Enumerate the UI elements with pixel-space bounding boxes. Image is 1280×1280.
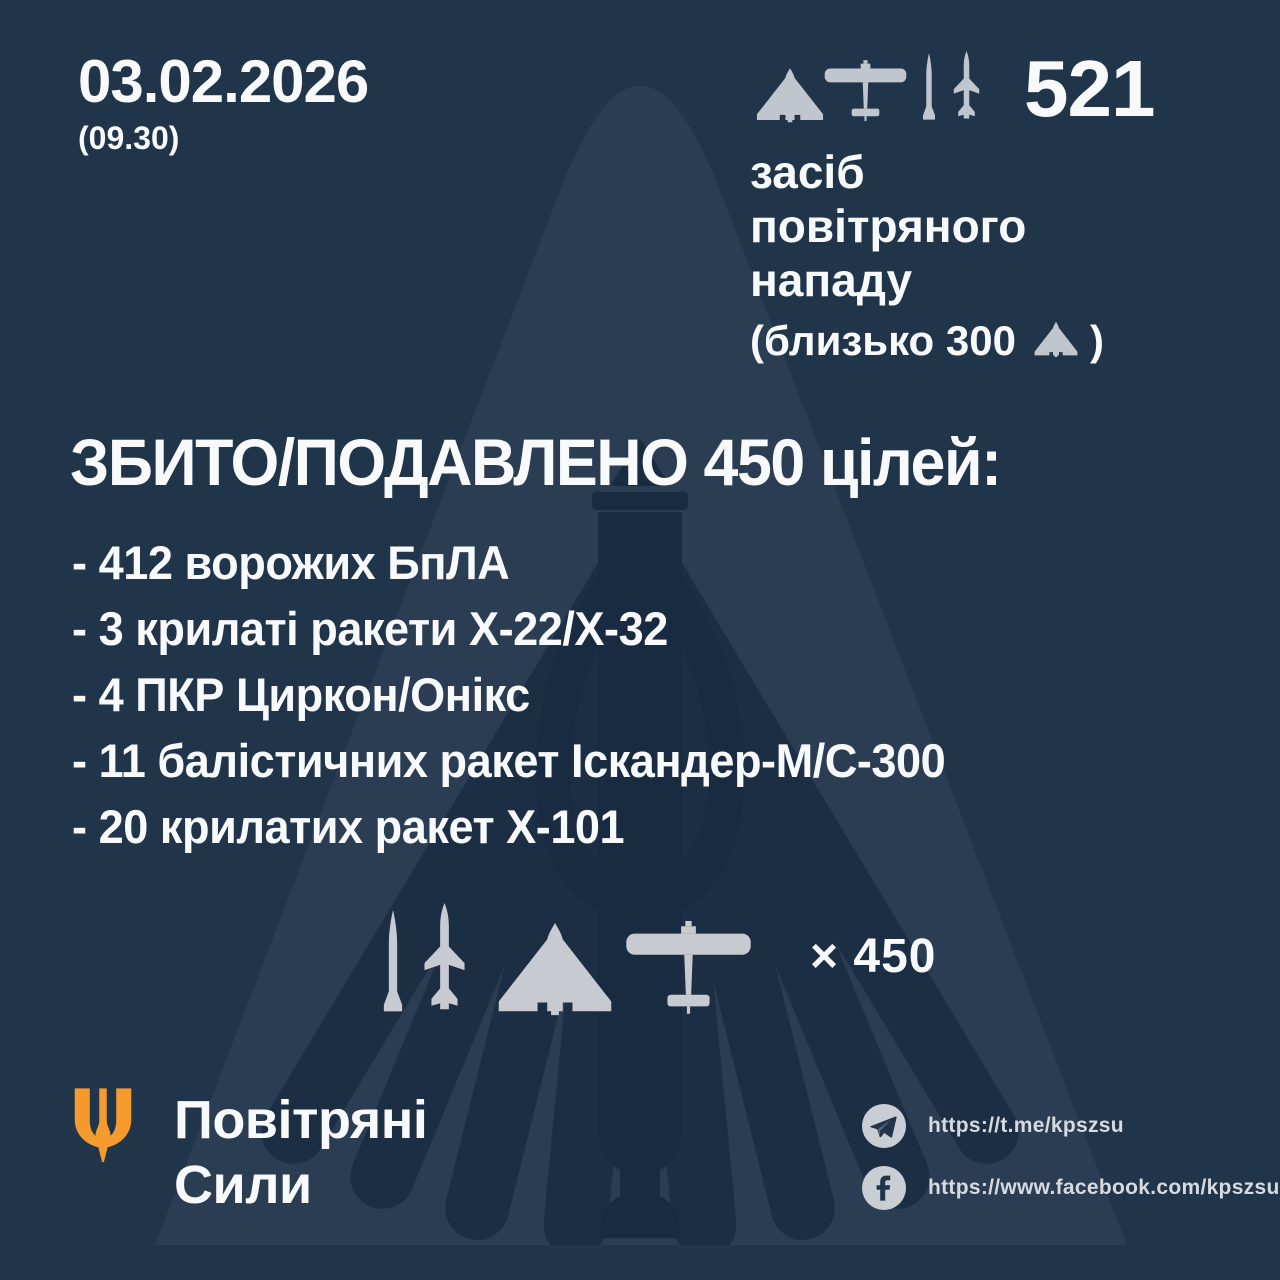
report-time: (09.30) [78, 120, 180, 156]
fixed-wing-drone-icon [625, 921, 752, 1018]
result-item-iskander: - 11 балістичних ракет Іскандер-М/С-300 [72, 734, 946, 787]
brand-name [174, 1088, 427, 1218]
result-item-kh101: - 20 крилатих ракет Х-101 [72, 800, 625, 853]
facebook-link-row [862, 1166, 1280, 1210]
attack-summary [750, 44, 1250, 365]
attack-icons-row [750, 44, 1250, 134]
facebook-url[interactable]: https://www.facebook.com/kpszsu [928, 1176, 1280, 1199]
ballistic-missile-icon [919, 53, 939, 124]
report-date: 03.02.2026 [78, 48, 369, 115]
result-item-uav: - 412 ворожих БпЛА [72, 536, 510, 589]
attack-label-line3: нападу [750, 253, 913, 306]
result-item-zircon-onyx: - 4 ПКР Циркон/Онікс [72, 668, 530, 721]
attack-label-line1: засіб [750, 146, 865, 198]
brand-line2: Сили [174, 1154, 312, 1215]
headline: ЗБИТО/ПОДАВЛЕНО 450 цілей: [70, 425, 1001, 499]
approx-suffix: ) [1089, 317, 1104, 365]
cruise-missile-icon [951, 51, 982, 124]
fixed-wing-drone-icon [824, 60, 907, 124]
telegram-url[interactable]: https://t.me/kpszsu [928, 1114, 1124, 1137]
air-force-brand [70, 1088, 427, 1218]
results-list [72, 530, 945, 860]
destroyed-multiplier: × 450 [810, 930, 937, 983]
shahed-drone-icon [750, 67, 830, 124]
attack-label [750, 146, 1250, 307]
attack-label-line2: повітряного [750, 199, 1027, 252]
approx-prefix: (близько 300 [750, 317, 1016, 365]
attack-total-count: 521 [1024, 44, 1155, 134]
cruise-missile-icon [420, 903, 469, 1018]
attack-approx-drones [750, 317, 1250, 365]
trident-icon [70, 1088, 136, 1168]
shahed-drone-icon [1030, 321, 1082, 358]
brand-line1: Повітряні [174, 1090, 428, 1150]
destroyed-icons-row [378, 862, 936, 1018]
result-item-kh22: - 3 крилаті ракети Х-22/Х-32 [72, 602, 668, 655]
report-datetime [78, 48, 369, 156]
social-links [862, 1104, 1280, 1210]
ballistic-missile-icon [378, 910, 408, 1018]
telegram-link-row [862, 1104, 1280, 1148]
facebook-icon [862, 1166, 906, 1210]
shahed-drone-icon [487, 921, 623, 1018]
telegram-icon [862, 1104, 906, 1148]
